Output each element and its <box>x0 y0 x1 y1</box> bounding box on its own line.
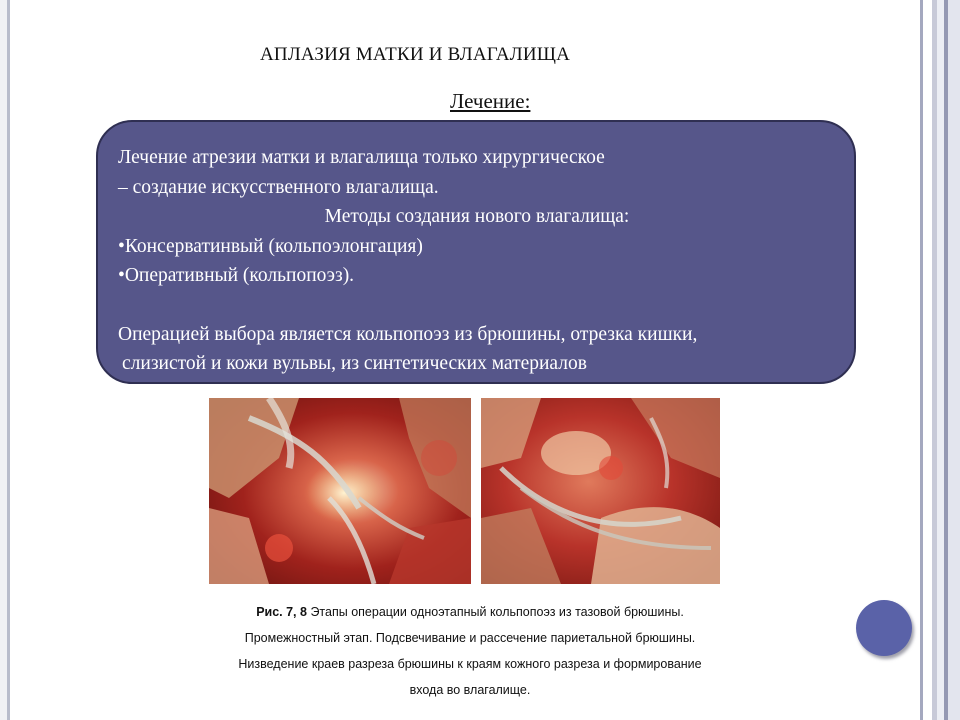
frame-left-line <box>7 0 10 720</box>
treatment-info-box <box>96 120 856 384</box>
surgery-photo-1 <box>209 398 471 584</box>
choice-line-2: слизистой и кожи вульвы, из синтетических материалов <box>122 353 587 374</box>
spacer <box>118 291 836 320</box>
caption-label: Рис. 7, 8 <box>256 605 307 619</box>
caption-line-4: входа во влагалище. <box>409 683 531 697</box>
slide-title: АПЛАЗИЯ МАТКИ И ВЛАГАЛИЩА <box>260 44 571 65</box>
methods-heading: Методы создания нового влагалища: <box>324 206 630 227</box>
info-line-2: – создание искусственного влагалища. <box>118 176 439 198</box>
bullet-conservative: •Консерватинвый (кольпоэлонгация) <box>118 235 423 257</box>
frame-right-panel <box>920 0 960 720</box>
info-line-1: Лечение атрезии матки и влагалища только хирургическое <box>118 147 605 168</box>
figure-caption <box>200 599 740 703</box>
slide-subtitle: Лечение: <box>450 89 531 113</box>
caption-line-3: Низведение краев разреза брюшины к краям кожного разреза и формирование <box>238 657 702 671</box>
choice-line-1: Операцией выбора является кольпопоэз из брюшины, отрезка кишки, <box>118 323 698 345</box>
bullet-operative: •Оперативный (кольпопоэз). <box>118 265 355 286</box>
surgery-photo-2 <box>481 398 720 584</box>
caption-line-1-text: Этапы операции одноэтапный кольпопоэз из тазовой брюшины. <box>306 605 684 619</box>
caption-line-1 <box>200 599 740 625</box>
decorative-circle <box>856 600 912 656</box>
caption-line-2: Промежностный этап. Подсвечивание и рассечение париетальной брюшины. <box>244 631 696 645</box>
